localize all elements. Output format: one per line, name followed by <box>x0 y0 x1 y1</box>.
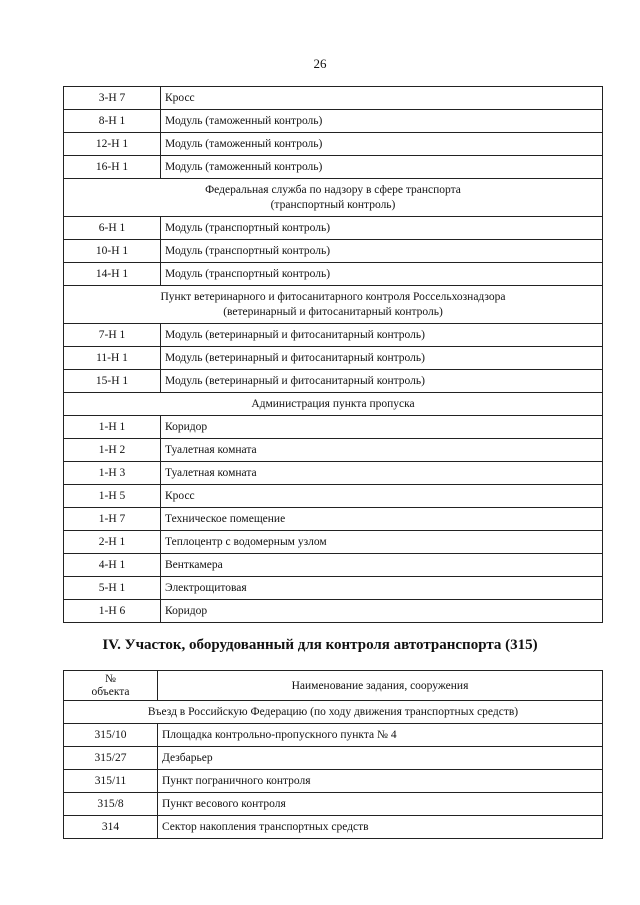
table-row <box>64 133 603 156</box>
room-code: 15-Н 1 <box>64 370 161 393</box>
room-name: Венткамера <box>161 554 603 577</box>
room-name: Коридор <box>161 416 603 439</box>
table-row <box>64 747 603 770</box>
room-name: Модуль (транспортный контроль) <box>161 217 603 240</box>
room-name: Модуль (транспортный контроль) <box>161 263 603 286</box>
room-code: 16-Н 1 <box>64 156 161 179</box>
room-name: Туалетная комната <box>161 462 603 485</box>
table-row <box>64 263 603 286</box>
room-name: Пункт весового контроля <box>158 793 603 816</box>
table-row <box>64 110 603 133</box>
table-row <box>64 347 603 370</box>
section-heading-line: Пункт ветеринарного и фитосанитарного контроля Россельхознадзора <box>160 290 506 303</box>
rooms-table <box>63 86 603 623</box>
table-header-row <box>64 671 603 701</box>
room-code: 1-Н 2 <box>64 439 161 462</box>
room-code: 315/11 <box>64 770 158 793</box>
room-name: Техническое помещение <box>161 508 603 531</box>
room-code: 1-Н 5 <box>64 485 161 508</box>
room-code: 4-Н 1 <box>64 554 161 577</box>
table-row <box>64 324 603 347</box>
header-code-object: объекта <box>91 685 130 698</box>
room-code: 14-Н 1 <box>64 263 161 286</box>
header-code-number: № <box>105 672 116 685</box>
room-code: 315/8 <box>64 793 158 816</box>
page-number: 26 <box>313 56 327 71</box>
room-name: Модуль (таможенный контроль) <box>161 156 603 179</box>
room-name: Модуль (транспортный контроль) <box>161 240 603 263</box>
room-name: Кросс <box>161 485 603 508</box>
room-code: 12-Н 1 <box>64 133 161 156</box>
room-name: Кросс <box>161 87 603 110</box>
table-row <box>64 156 603 179</box>
room-code: 1-Н 7 <box>64 508 161 531</box>
table-row <box>64 240 603 263</box>
room-name: Модуль (ветеринарный и фитосанитарный контроль) <box>161 370 603 393</box>
room-code: 2-Н 1 <box>64 531 161 554</box>
table-row <box>64 577 603 600</box>
section-heading-line: Федеральная служба по надзору в сфере транспорта <box>205 183 461 196</box>
room-code: 3-Н 7 <box>64 87 161 110</box>
room-name: Электрощитовая <box>161 577 603 600</box>
table-row <box>64 485 603 508</box>
section-heading-subline: (транспортный контроль) <box>270 198 396 211</box>
room-name: Площадка контрольно-пропускного пункта № 4 <box>158 724 603 747</box>
table-row <box>64 770 603 793</box>
room-code: 8-Н 1 <box>64 110 161 133</box>
table-row <box>64 439 603 462</box>
section-heading <box>64 179 603 217</box>
room-name: Модуль (ветеринарный и фитосанитарный контроль) <box>161 324 603 347</box>
section-row <box>64 393 603 416</box>
room-code: 5-Н 1 <box>64 577 161 600</box>
section-heading <box>64 286 603 324</box>
room-name: Модуль (таможенный контроль) <box>161 133 603 156</box>
section-title: IV. Участок, оборудованный для контроля автотранспорта (315) <box>102 637 538 653</box>
room-name: Модуль (таможенный контроль) <box>161 110 603 133</box>
room-code: 315/10 <box>64 724 158 747</box>
room-code: 314 <box>64 816 158 839</box>
room-code: 6-Н 1 <box>64 217 161 240</box>
section-heading-subline: (ветеринарный и фитосанитарный контроль) <box>223 305 443 318</box>
table-row <box>64 508 603 531</box>
table-row <box>64 531 603 554</box>
header-name-cell: Наименование задания, сооружения <box>158 671 603 701</box>
room-name: Туалетная комната <box>161 439 603 462</box>
room-code: 11-Н 1 <box>64 347 161 370</box>
room-name: Модуль (ветеринарный и фитосанитарный контроль) <box>161 347 603 370</box>
table-row <box>64 554 603 577</box>
table-row <box>64 816 603 839</box>
room-code: 7-Н 1 <box>64 324 161 347</box>
header-code-cell <box>64 671 158 701</box>
table-row <box>64 724 603 747</box>
room-name: Сектор накопления транспортных средств <box>158 816 603 839</box>
room-name: Теплоцентр с водомерным узлом <box>161 531 603 554</box>
section-row <box>64 286 603 324</box>
room-name: Коридор <box>161 600 603 623</box>
section-heading-line: Въезд в Российскую Федерацию (по ходу движения транспортных средств) <box>147 705 519 718</box>
room-code: 1-Н 3 <box>64 462 161 485</box>
table-row <box>64 87 603 110</box>
table-row <box>64 370 603 393</box>
room-code: 315/27 <box>64 747 158 770</box>
table-row <box>64 600 603 623</box>
section-heading <box>64 701 603 724</box>
room-code: 10-Н 1 <box>64 240 161 263</box>
table-row <box>64 416 603 439</box>
room-name: Дезбарьер <box>158 747 603 770</box>
room-name: Пункт пограничного контроля <box>158 770 603 793</box>
section-heading <box>64 393 603 416</box>
section-heading-line: Администрация пункта пропуска <box>251 397 415 410</box>
table-row <box>64 217 603 240</box>
room-code: 1-Н 1 <box>64 416 161 439</box>
table-row <box>64 462 603 485</box>
table-row <box>64 793 603 816</box>
section-row <box>64 179 603 217</box>
section-row <box>64 701 603 724</box>
vehicle-control-table <box>63 670 603 839</box>
room-code: 1-Н 6 <box>64 600 161 623</box>
